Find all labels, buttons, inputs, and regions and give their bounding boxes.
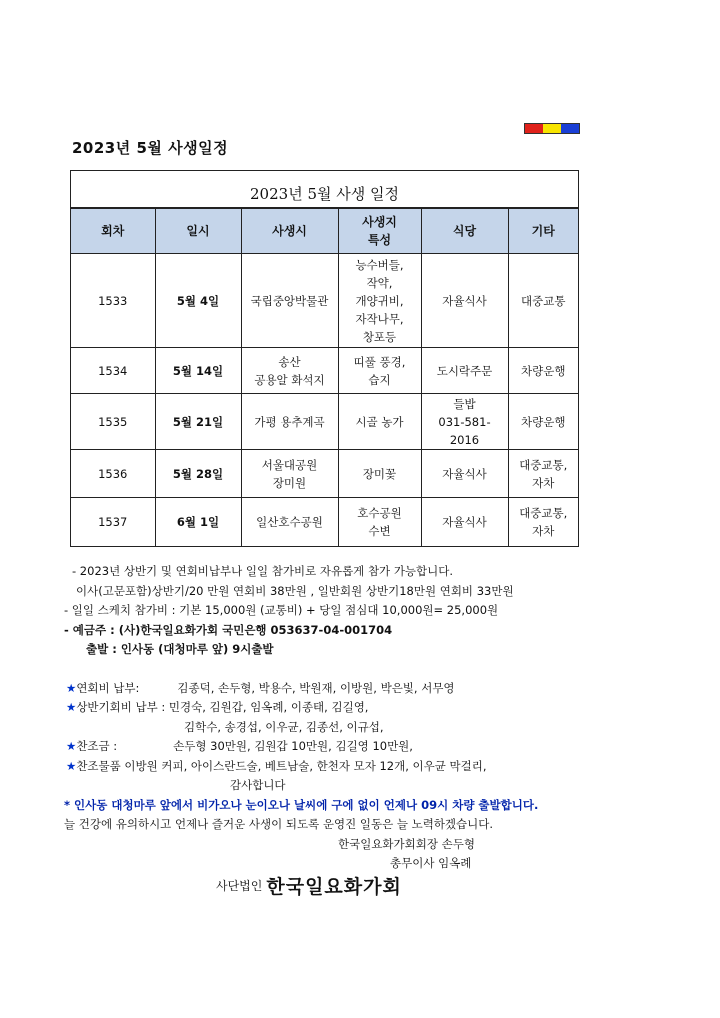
cell-no: 1537 — [71, 498, 155, 546]
signature-president: 한국일요화가회회장 손두형 — [338, 836, 475, 851]
star-icon: ★ — [66, 680, 77, 695]
cell-feature: 시골 농가 — [338, 394, 421, 450]
cell-etc: 차량운행 — [508, 348, 578, 394]
star-icon: ★ — [66, 700, 77, 714]
cell-food: 자율식사 — [421, 254, 508, 348]
cell-date: 5월 21일 — [155, 394, 241, 450]
page-title: 2023년 5월 사생일정 — [72, 139, 229, 157]
cell-feature: 호수공원 수변 — [338, 498, 421, 546]
table-row — [71, 450, 578, 498]
col-header-etc: 기타 — [508, 209, 578, 254]
star-icon: ★ — [66, 739, 77, 753]
col-header-place: 사생시 — [241, 209, 338, 254]
cell-place: 서울대공원 장미원 — [241, 450, 338, 498]
organization-stamp — [216, 872, 402, 899]
table-row — [71, 394, 578, 450]
notes-section — [60, 562, 660, 874]
cell-food: 자율식사 — [421, 450, 508, 498]
note-line: - 일일 스케치 참가비 : 기본 15,000원 (교통비) + 당일 점심대 10,000원= 25,000원 — [64, 603, 499, 617]
cell-etc: 대중교통 — [508, 254, 578, 348]
cell-place: 가평 용추계곡 — [241, 394, 338, 450]
departure-info: 출발 : 인사동 (대청마루 앞) 9시출발 — [86, 642, 274, 656]
departure-notice: * 인사동 대청마루 앞에서 비가오나 눈이오나 날씨에 구에 없이 언제나 09시 차량 출발합니다. — [64, 797, 539, 812]
cell-no: 1536 — [71, 450, 155, 498]
table-header-row — [71, 209, 578, 254]
stamp-prefix: 사단법인 — [216, 879, 263, 893]
cell-no: 1534 — [71, 348, 155, 394]
cell-place: 일산호수공원 — [241, 498, 338, 546]
cell-food: 자율식사 — [421, 498, 508, 546]
donor-line: ★상반기회비 납부 : 민경숙, 김원갑, 임옥례, 이종태, 김길영, — [66, 700, 369, 714]
table-row — [71, 498, 578, 546]
cell-place: 국립중앙박물관 — [241, 254, 338, 348]
cell-date: 6월 1일 — [155, 498, 241, 546]
closing-text: 늘 건강에 유의하시고 언제나 즐거운 사생이 되도록 운영진 일동은 늘 노력하겠습니다. — [64, 817, 494, 831]
star-icon: ★ — [66, 758, 77, 773]
donor-line: ★찬조금 : 손두형 30만원, 김원갑 10만원, 김길영 10만원, — [66, 739, 413, 753]
cell-feature: 장미꽃 — [338, 450, 421, 498]
cell-etc: 차량운행 — [508, 394, 578, 450]
donor-line: ★연회비 납부: 김종덕, 손두형, 박용수, 박원재, 이방원, 박은빛, 서무영 — [66, 680, 455, 695]
thanks-text: 감사합니다 — [230, 778, 286, 792]
cell-date: 5월 14일 — [155, 348, 241, 394]
table-row — [71, 348, 578, 394]
table-row — [71, 254, 578, 348]
cell-etc: 대중교통, 자차 — [508, 450, 578, 498]
note-line: - 2023년 상반기 및 연회비납부나 일일 참가비로 자유롭게 참가 가능합니다. — [72, 564, 454, 578]
cell-place: 송산 공용알 화석지 — [241, 348, 338, 394]
cell-food: 들밥 031-581- 2016 — [421, 394, 508, 450]
donor-line: 김학수, 송경섭, 이우균, 김종선, 이규섭, — [184, 719, 384, 734]
cell-date: 5월 28일 — [155, 450, 241, 498]
account-info: - 예금주 : (사)한국일요화가회 국민은행 053637-04-001704 — [64, 622, 393, 637]
col-header-no: 회차 — [71, 209, 155, 254]
col-header-date: 일시 — [155, 209, 241, 254]
cell-date: 5월 4일 — [155, 254, 241, 348]
note-line: 이사(고문포함)상반기/20 만원 연회비 38만원 , 일반회원 상반기18만원 연회비 33만원 — [76, 583, 514, 598]
donor-line: ★찬조물품 이방원 커피, 아이스란드술, 베트남술, 한천자 모자 12개, 이우균 막걸리, — [66, 758, 487, 773]
flag-icon — [524, 123, 580, 134]
cell-feature: 띠풀 풍경, 습지 — [338, 348, 421, 394]
col-header-feature: 사생지 특성 — [338, 209, 421, 254]
cell-no: 1535 — [71, 394, 155, 450]
cell-no: 1533 — [71, 254, 155, 348]
schedule-table — [70, 170, 579, 547]
organization-logo: 한국일요화가회 — [266, 876, 402, 898]
signature-secretary: 총무이사 임옥례 — [390, 856, 472, 870]
cell-food: 도시락주문 — [421, 348, 508, 394]
table-title: 2023년 5월 사생 일정 — [71, 171, 578, 208]
cell-feature: 능수버들, 작약, 개양귀비, 자작나무, 창포등 — [338, 254, 421, 348]
cell-etc: 대중교통, 자차 — [508, 498, 578, 546]
col-header-food: 식당 — [421, 209, 508, 254]
